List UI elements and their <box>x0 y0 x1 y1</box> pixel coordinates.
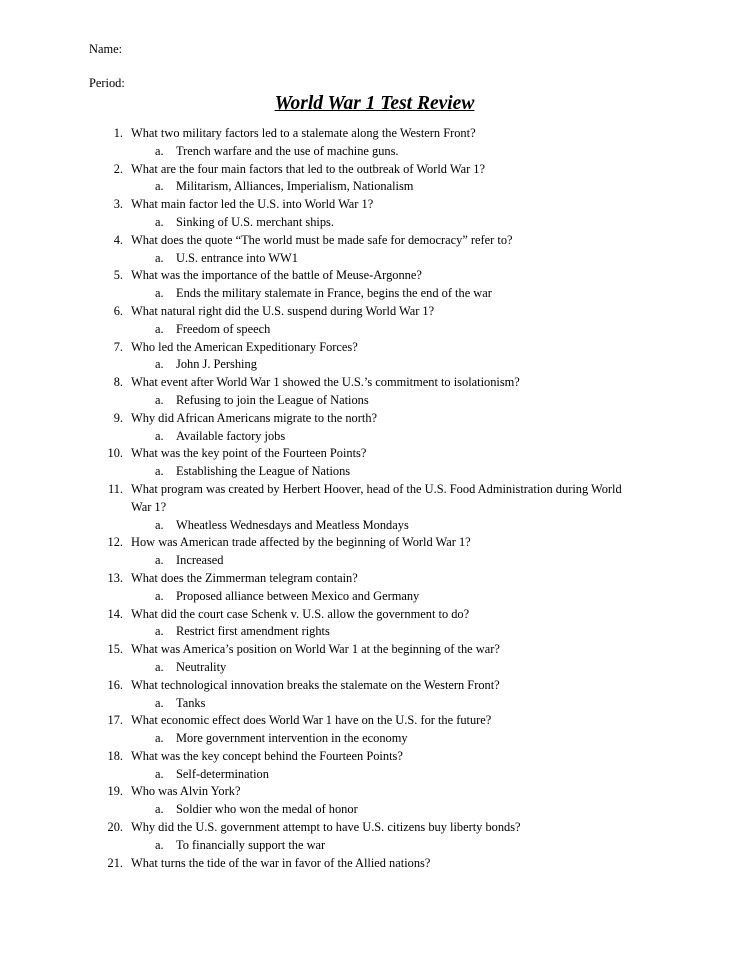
question-row <box>0 161 749 179</box>
question-number: 15. <box>107 642 123 657</box>
answer-letter: a. <box>155 286 164 301</box>
question-item <box>0 232 749 268</box>
question-number: 8. <box>113 375 123 390</box>
question-item <box>0 161 749 197</box>
question-row <box>0 570 749 588</box>
answer-text: Wheatless Wednesdays and Meatless Mondays <box>176 517 409 532</box>
answer-text: Neutrality <box>176 659 227 674</box>
question-text: What economic effect does World War 1 have on the U.S. for the future? <box>131 713 492 728</box>
answer-letter: a. <box>155 321 164 336</box>
question-text: What was the key point of the Fourteen Points? <box>131 446 367 461</box>
answer-row <box>0 250 749 268</box>
question-text: What main factor led the U.S. into World War 1? <box>131 197 374 212</box>
question-text: What two military factors led to a stalemate along the Western Front? <box>131 126 476 140</box>
question-item <box>0 712 749 748</box>
answer-text: More government intervention in the economy <box>176 731 408 746</box>
answer-text: To financially support the war <box>176 837 326 852</box>
answer-row <box>0 730 749 748</box>
question-number: 21. <box>107 855 123 870</box>
question-text: What was the importance of the battle of Meuse-Argonne? <box>131 268 422 283</box>
answer-row <box>0 143 749 161</box>
question-row <box>0 125 749 143</box>
answer-row <box>0 392 749 410</box>
question-number: 17. <box>107 713 123 728</box>
question-row <box>0 445 749 463</box>
answer-row <box>0 517 749 535</box>
question-item <box>0 819 749 855</box>
answer-row <box>0 428 749 446</box>
question-text: Why did African Americans migrate to the north? <box>131 410 378 425</box>
answer-text: Tanks <box>176 695 206 710</box>
answer-row <box>0 321 749 339</box>
answer-row <box>0 463 749 481</box>
question-text: What does the Zimmerman telegram contain? <box>131 570 358 585</box>
question-row <box>0 374 749 392</box>
question-row <box>0 267 749 285</box>
question-number: 11. <box>107 481 123 496</box>
answer-letter: a. <box>155 659 164 674</box>
answer-letter: a. <box>155 802 164 817</box>
answer-letter: a. <box>155 624 164 639</box>
question-item <box>0 677 749 713</box>
answer-text: Establishing the League of Nations <box>176 464 351 479</box>
question-item <box>0 267 749 303</box>
answer-row <box>0 659 749 677</box>
question-list <box>0 125 749 872</box>
question-text: What event after World War 1 showed the U.S.’s commitment to isolationism? <box>131 375 520 390</box>
question-number: 2. <box>113 161 123 176</box>
question-number: 10. <box>107 446 123 461</box>
question-item <box>0 783 749 819</box>
question-number: 5. <box>113 268 123 283</box>
answer-text: Trench warfare and the use of machine guns. <box>176 143 399 158</box>
answer-text: Freedom of speech <box>176 321 271 336</box>
answer-letter: a. <box>155 143 164 158</box>
answer-text: Sinking of U.S. merchant ships. <box>176 214 334 229</box>
question-number: 1. <box>113 126 123 140</box>
answer-row <box>0 801 749 819</box>
answer-row <box>0 214 749 232</box>
question-item <box>0 855 749 873</box>
question-item <box>0 374 749 410</box>
question-row <box>0 196 749 214</box>
answer-letter: a. <box>155 731 164 746</box>
question-item <box>0 196 749 232</box>
question-row <box>0 819 749 837</box>
answer-row <box>0 285 749 303</box>
answer-text: Self-determination <box>176 766 269 781</box>
question-text: What technological innovation breaks the stalemate on the Western Front? <box>131 677 500 692</box>
answer-row <box>0 623 749 641</box>
question-number: 13. <box>107 570 123 585</box>
question-number: 6. <box>113 303 123 318</box>
answer-text: John J. Pershing <box>176 357 257 372</box>
answer-letter: a. <box>155 837 164 852</box>
answer-text: Restrict first amendment rights <box>176 624 330 639</box>
answer-letter: a. <box>155 695 164 710</box>
question-number: 19. <box>107 784 123 799</box>
answer-text: Soldier who won the medal of honor <box>176 802 358 817</box>
question-text: What was America’s position on World War 1 at the beginning of the war? <box>131 642 500 657</box>
document-title: World War 1 Test Review <box>274 93 475 114</box>
question-text: What natural right did the U.S. suspend during World War 1? <box>131 303 435 318</box>
answer-row <box>0 766 749 784</box>
question-row <box>0 641 749 659</box>
question-number: 3. <box>113 197 123 212</box>
question-text: What was the key concept behind the Fourteen Points? <box>131 748 403 763</box>
question-text: What does the quote “The world must be made safe for democracy” refer to? <box>131 232 513 247</box>
question-row <box>0 303 749 321</box>
question-row <box>0 855 749 873</box>
question-item <box>0 445 749 481</box>
question-item <box>0 339 749 375</box>
question-row <box>0 783 749 801</box>
question-text: Why did the U.S. government attempt to have U.S. citizens buy liberty bonds? <box>131 820 521 835</box>
answer-row <box>0 588 749 606</box>
question-row <box>0 677 749 695</box>
answer-row <box>0 178 749 196</box>
question-row <box>0 534 749 552</box>
answer-letter: a. <box>155 464 164 479</box>
question-number: 14. <box>107 606 123 621</box>
question-text: Who was Alvin York? <box>131 784 241 799</box>
answer-letter: a. <box>155 517 164 532</box>
answer-letter: a. <box>155 766 164 781</box>
question-item <box>0 606 749 642</box>
question-row <box>0 481 749 517</box>
answer-letter: a. <box>155 428 164 443</box>
question-item <box>0 748 749 784</box>
question-item <box>0 125 749 161</box>
period-label: Period: <box>89 76 125 90</box>
question-item <box>0 303 749 339</box>
question-text: What program was created by Herbert Hoover, head of the U.S. Food Administration during World War 1? <box>131 481 622 514</box>
answer-text: Refusing to join the League of Nations <box>176 392 369 407</box>
answer-letter: a. <box>155 179 164 194</box>
answer-letter: a. <box>155 553 164 568</box>
question-text: Who led the American Expeditionary Forces? <box>131 339 358 354</box>
answer-text: Proposed alliance between Mexico and Germany <box>176 588 420 603</box>
answer-text: Increased <box>176 553 224 568</box>
answer-letter: a. <box>155 392 164 407</box>
answer-text: U.S. entrance into WW1 <box>176 250 298 265</box>
answer-row <box>0 356 749 374</box>
question-number: 12. <box>107 535 123 550</box>
answer-letter: a. <box>155 588 164 603</box>
question-number: 20. <box>107 820 123 835</box>
answer-row <box>0 552 749 570</box>
answer-row <box>0 695 749 713</box>
question-number: 4. <box>113 232 123 247</box>
answer-letter: a. <box>155 357 164 372</box>
question-row <box>0 606 749 624</box>
answer-letter: a. <box>155 214 164 229</box>
question-row <box>0 748 749 766</box>
question-number: 16. <box>107 677 123 692</box>
answer-row <box>0 837 749 855</box>
answer-letter: a. <box>155 250 164 265</box>
question-row <box>0 410 749 428</box>
question-number: 9. <box>113 410 123 425</box>
question-row <box>0 339 749 357</box>
question-text: What did the court case Schenk v. U.S. allow the government to do? <box>131 606 470 621</box>
question-item <box>0 570 749 606</box>
question-number: 7. <box>113 339 123 354</box>
question-item <box>0 410 749 446</box>
question-text: How was American trade affected by the beginning of World War 1? <box>131 535 471 550</box>
answer-text: Ends the military stalemate in France, begins the end of the war <box>176 286 492 301</box>
question-row <box>0 712 749 730</box>
question-number: 18. <box>107 748 123 763</box>
answer-text: Available factory jobs <box>176 428 286 443</box>
question-text: What turns the tide of the war in favor of the Allied nations? <box>131 855 431 870</box>
question-text: What are the four main factors that led to the outbreak of World War 1? <box>131 161 485 176</box>
question-row <box>0 232 749 250</box>
name-label: Name: <box>89 42 123 56</box>
question-item <box>0 641 749 677</box>
question-item <box>0 534 749 570</box>
answer-text: Militarism, Alliances, Imperialism, Nationalism <box>176 179 414 194</box>
question-item <box>0 481 749 534</box>
